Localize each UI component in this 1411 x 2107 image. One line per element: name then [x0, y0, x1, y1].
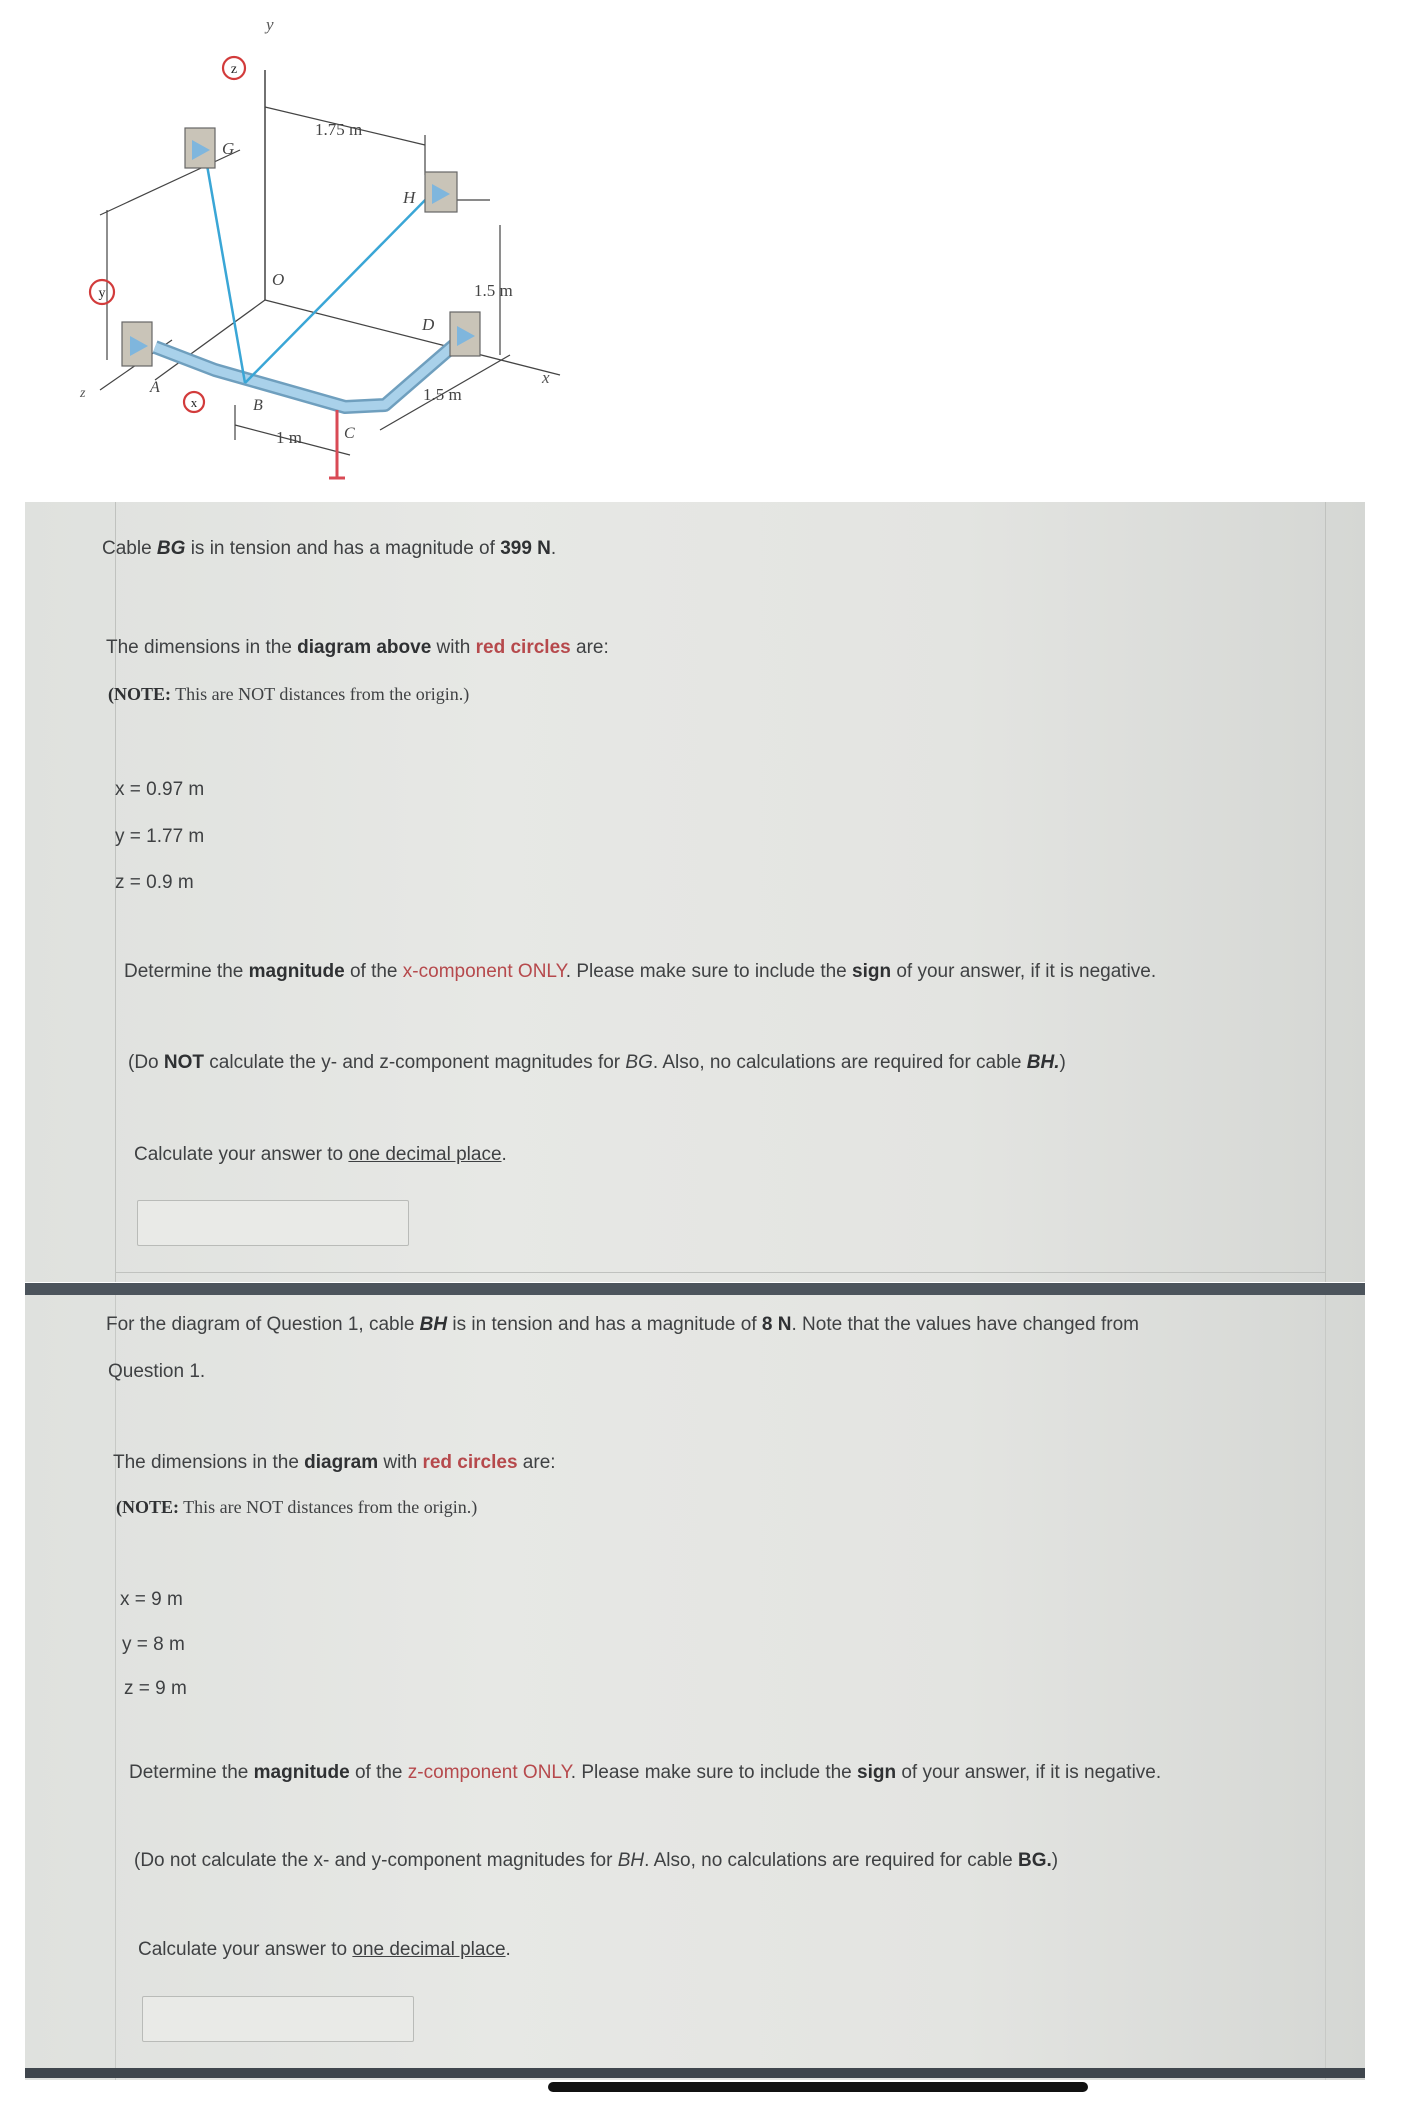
q2-calc-instruction: Calculate your answer to one decimal place.	[138, 1939, 511, 1960]
q1-answer-input[interactable]	[137, 1200, 409, 1246]
bottom-bar	[25, 2068, 1365, 2078]
circled-y-label	[90, 280, 114, 304]
q1-do-not: (Do NOT calculate the y- and z-component magnitudes for BG. Also, no calculations are required for cable BH.)	[128, 1052, 1066, 1073]
dimension-right-bottom: 1.5 m	[423, 385, 462, 404]
svg-text:z: z	[230, 62, 238, 77]
label-d: D	[422, 315, 435, 334]
x-axis-line	[265, 300, 560, 375]
q2-value-y: y = 8 m	[122, 1634, 185, 1655]
q1-calc-instruction: Calculate your answer to one decimal place.	[134, 1144, 507, 1165]
q2-determine: Determine the magnitude of the z-component ONLY. Please make sure to include the sign of your answer, if it is negative.	[129, 1762, 1162, 1783]
svg-text:x: x	[190, 395, 198, 410]
axis-label-z: z	[80, 386, 86, 401]
support-a	[122, 322, 152, 366]
label-b: B	[253, 397, 263, 414]
q1-one-decimal-link[interactable]: one decimal place	[348, 1144, 502, 1165]
q1-value-x: x = 0.97 m	[115, 779, 205, 800]
q1-value-z: z = 0.9 m	[115, 872, 194, 893]
dimension-top: 1.75 m	[315, 120, 363, 139]
dimension-right-vertical: 1.5 m	[474, 281, 513, 300]
axis-label-x: x	[542, 368, 550, 387]
axis-label-y: y	[266, 15, 274, 34]
circled-x-label	[184, 392, 204, 412]
structure-diagram	[60, 0, 580, 495]
q2-dimensions-line: The dimensions in the diagram with red circles are:	[113, 1452, 556, 1473]
q2-intro-line1: For the diagram of Question 1, cable BH is in tension and has a magnitude of 8 N. Note that the values have changed from	[106, 1314, 1139, 1335]
q2-one-decimal-link[interactable]: one decimal place	[352, 1939, 506, 1960]
q2-note: (NOTE: This are NOT distances from the origin.)	[116, 1497, 478, 1517]
support-g	[185, 128, 215, 168]
q1-determine: Determine the magnitude of the x-component ONLY. Please make sure to include the sign of your answer, if it is negative.	[124, 961, 1157, 982]
support-h	[425, 172, 457, 212]
support-d	[450, 312, 480, 356]
svg-text:y: y	[98, 286, 106, 301]
label-h: H	[403, 188, 416, 207]
home-indicator[interactable]	[548, 2082, 1088, 2092]
q2-do-not: (Do not calculate the x- and y-component magnitudes for BH. Also, no calculations are required for cable BG.)	[134, 1850, 1059, 1871]
circled-z-label	[223, 57, 245, 79]
cable-bg	[207, 165, 245, 383]
q1-note: (NOTE: This are NOT distances from the origin.)	[108, 684, 470, 704]
label-c: C	[344, 425, 355, 442]
dimension-bottom: 1 m	[276, 428, 302, 447]
q2-answer-input[interactable]	[142, 1996, 414, 2042]
q1-intro: Cable BG is in tension and has a magnitude of 399 N.	[102, 538, 557, 559]
q2-value-x: x = 9 m	[120, 1589, 183, 1610]
q2-intro-line2: Question 1.	[108, 1361, 206, 1382]
q1-value-y: y = 1.77 m	[115, 826, 205, 847]
q2-value-z: z = 9 m	[124, 1678, 187, 1699]
q1-dimensions-line: The dimensions in the diagram above with red circles are:	[106, 637, 609, 658]
label-g: G	[222, 139, 235, 158]
label-a: A	[150, 379, 160, 396]
label-o: O	[272, 270, 285, 289]
